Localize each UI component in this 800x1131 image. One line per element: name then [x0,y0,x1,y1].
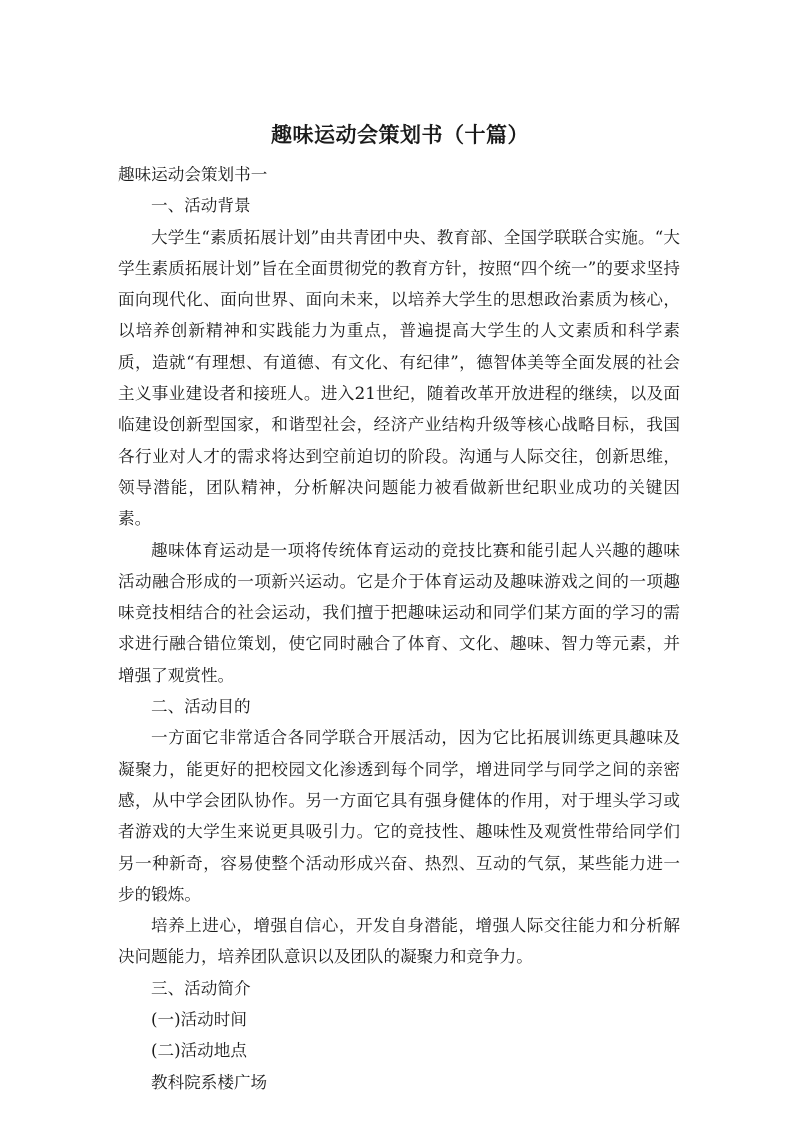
location-text: 教科院系楼广场 [151,1072,268,1092]
section-heading-background: 一、活动背景 [151,196,251,216]
document-title: 趣味运动会策划书（十篇） [271,123,529,147]
document-subtitle: 趣味运动会策划书一 [118,165,268,184]
background-paragraph-2: 趣味体育运动是一项将传统体育运动的竞技比赛和能引起人兴趣的趣味活动融合形成的一项新兴运动。它是介于体育运动及趣味游戏之间的一项趣味竞技相结合的社会运动，我们擅于把趣味运动和同学们某方面的学习的需求进行融合错位策划，使它同时融合了体育、文化、趣味、智力等元素，并增强了观赏性。 [118,540,680,685]
section-heading-overview: 三、活动简介 [151,978,251,998]
purpose-paragraph-1: 一方面它非常适合各同学联合开展活动，因为它比拓展训练更具趣味及凝聚力，能更好的把校园文化渗透到每个同学，增进同学与同学之间的亲密感，从中学会团队协作。另一方面它具有强身健体的作用，对于埋头学习或者游戏的大学生来说更具吸引力。它的竞技性、趣味性及观赏性带给同学们另一种新奇，容易使整个活动形成兴奋、热烈、互动的气氛，某些能力进一步的锻炼。 [118,728,680,904]
section-heading-purpose: 二、活动目的 [151,697,251,717]
overview-item-location: (二)活动地点 [151,1041,247,1061]
document-body [118,159,680,1098]
overview-item-time: (一)活动时间 [151,1010,247,1030]
purpose-paragraph-2: 培养上进心，增强自信心，开发自身潜能，增强人际交往能力和分析解决问题能力，培养团队意识以及团队的凝聚力和竞争力。 [118,916,680,967]
background-paragraph-1: 大学生“素质拓展计划”由共青团中央、教育部、全国学联联合实施。“大学生素质拓展计划”旨在全面贯彻党的教育方针，按照“四个统一”的要求坚持面向现代化、面向世界、面向未来，以培养大学生的思想政治素质为核心，以培养创新精神和实践能力为重点，普遍提高大学生的人文素质和科学素质，造就“有理想、有道德、有文化、有纪律”，德智体美等全面发展的社会主义事业建设者和接班人。进入21世纪，随着改革开放进程的继续，以及面临建设创新型国家，和谐型社会，经济产业结构升级等核心战略目标，我国各行业对人才的需求将达到空前迫切的阶段。沟通与人际交往，创新思维，领导潜能，团队精神，分析解决问题能力被看做新世纪职业成功的关键因素。 [118,227,680,529]
